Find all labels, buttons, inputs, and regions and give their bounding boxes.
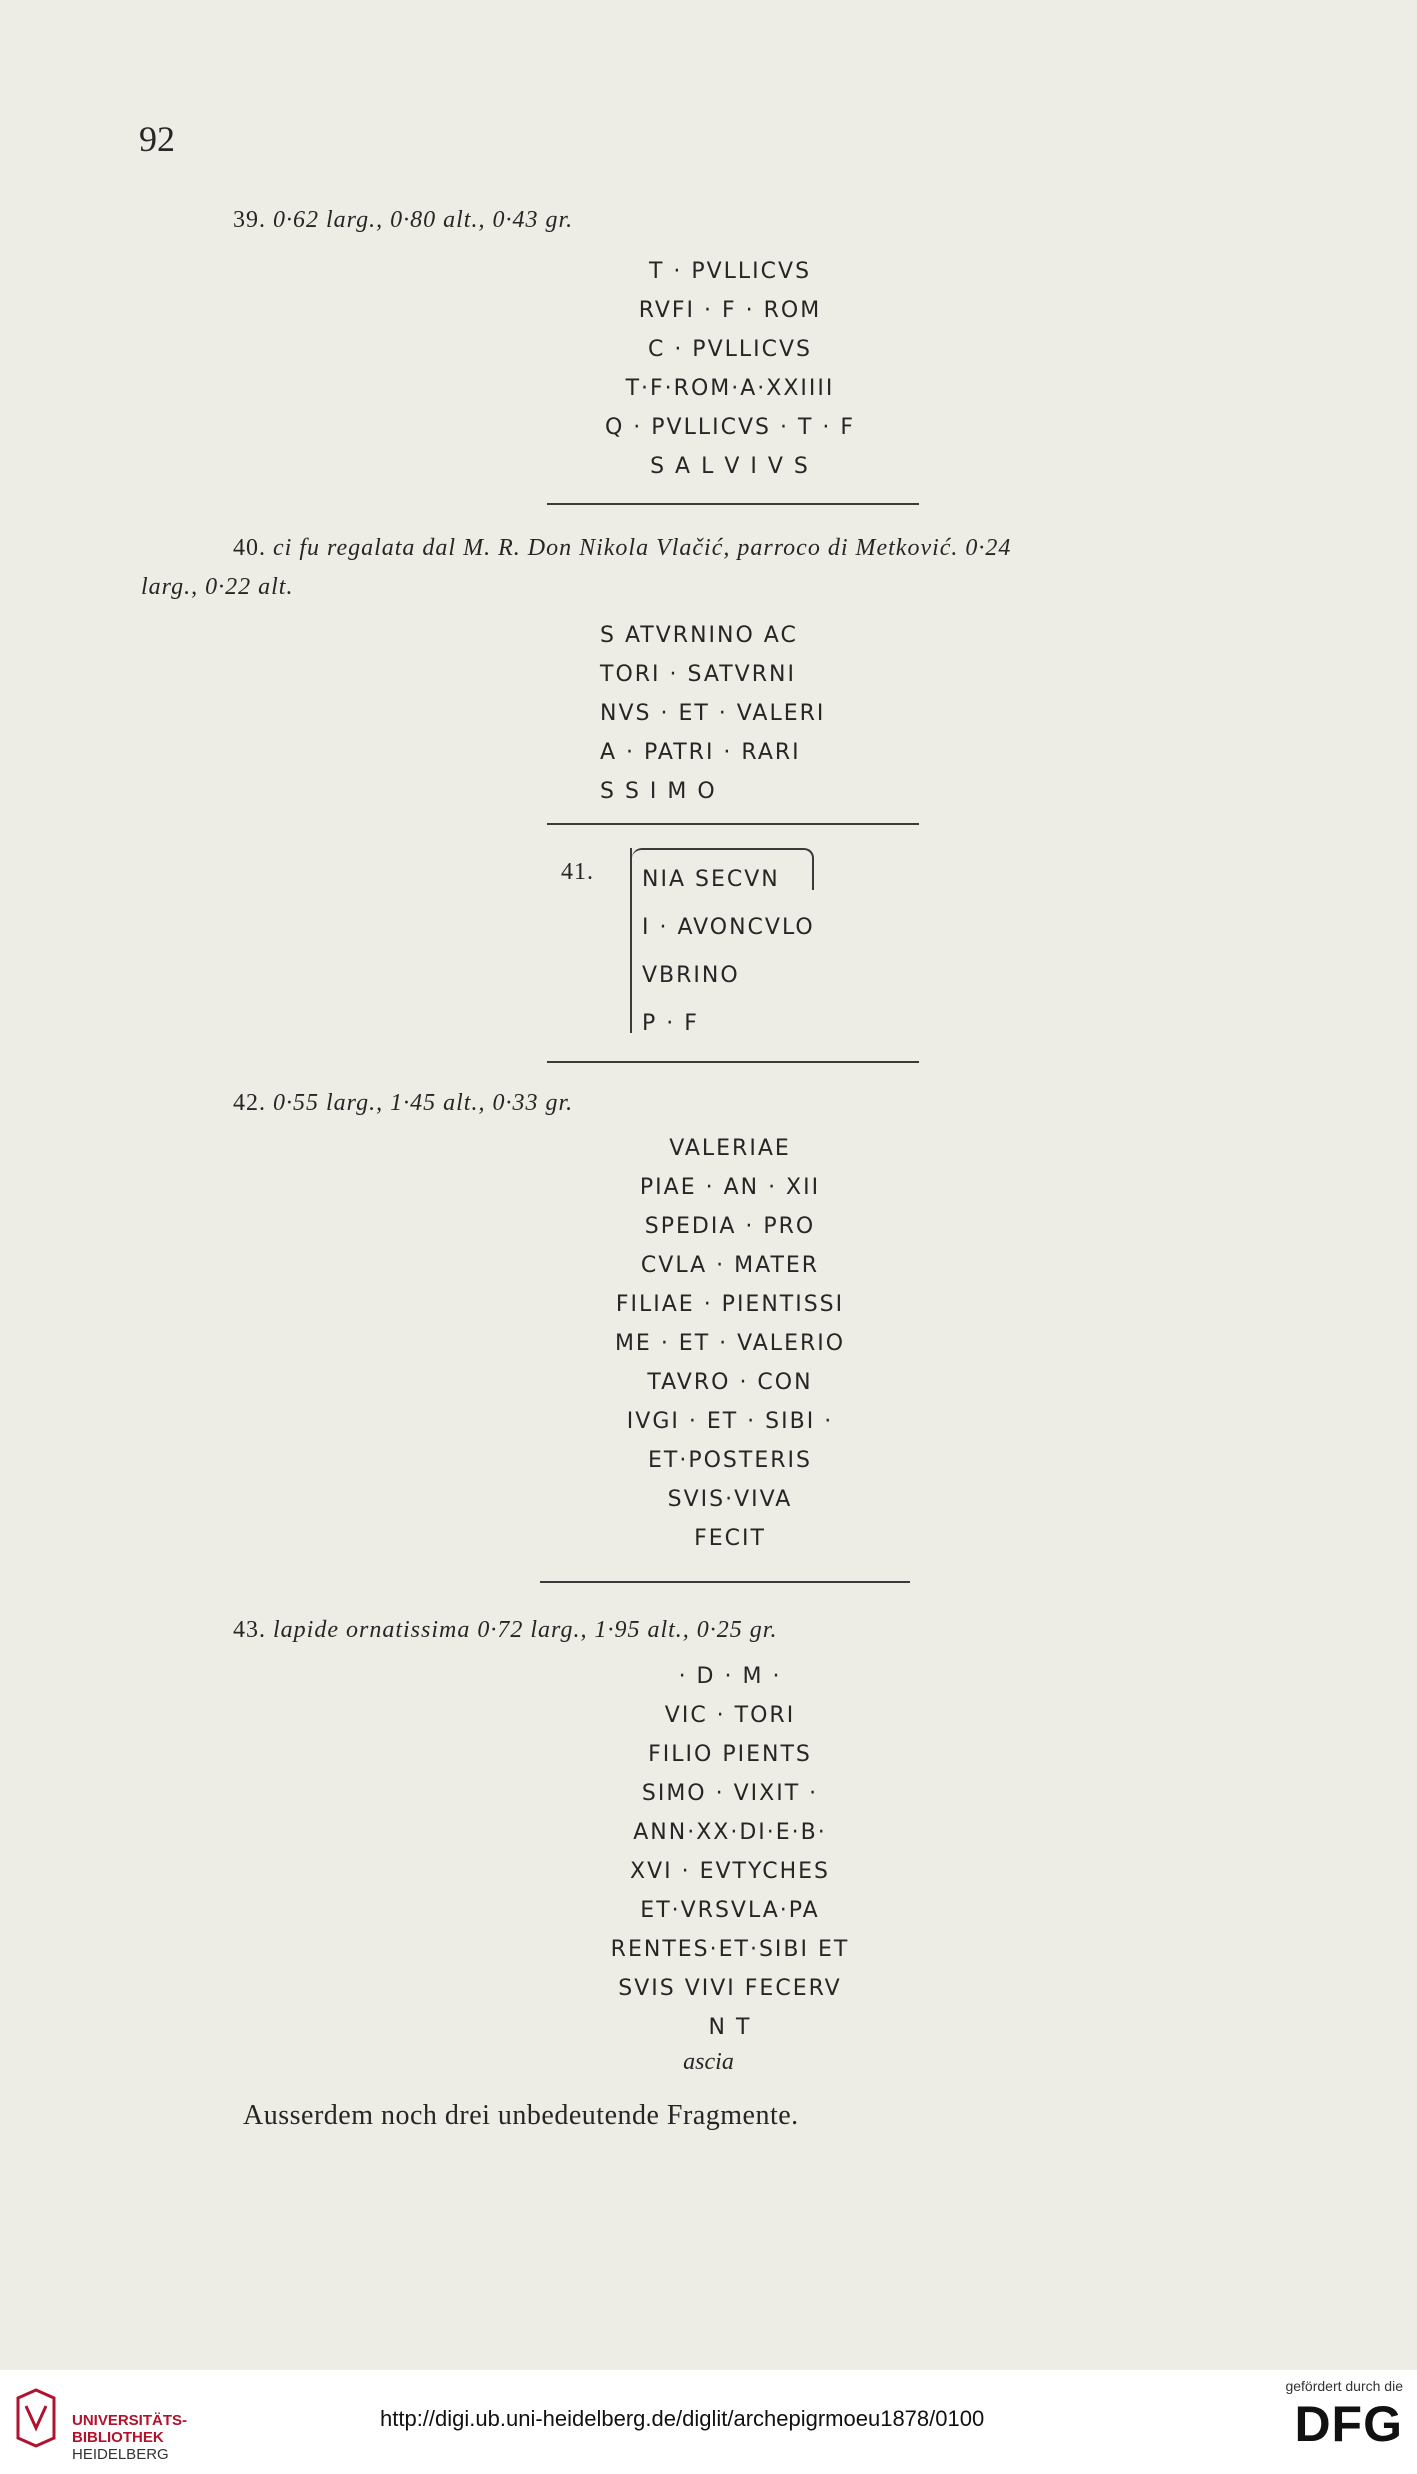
entry-number: 41. — [561, 859, 594, 885]
inscription-line: FECIT — [694, 1526, 766, 1551]
inscription-line: NVS · ET · VALERI — [600, 701, 826, 726]
entry-number: 42. — [233, 1090, 266, 1116]
inscription-line: SVIS VIVI FECERV — [618, 1976, 842, 2001]
section-divider — [547, 823, 919, 825]
inscription-line: T·F·ROM·A·XXIIII — [625, 376, 835, 401]
inscription-line: SVIS·VIVA — [667, 1487, 793, 1512]
entry-description: lapide ornatissima 0·72 larg., 1·95 alt., 0·25 gr. — [273, 1617, 778, 1643]
inscription-line: VBRINO — [642, 963, 740, 988]
inscription-42 — [380, 1129, 1080, 1558]
inscription-line: RENTES·ET·SIBI ET — [610, 1937, 850, 1962]
inscription-line: ET·VRSVLA·PA — [640, 1898, 820, 1923]
inscription-line: C · PVLLICVS — [647, 337, 813, 362]
inscription-line: SPEDIA · PRO — [644, 1214, 816, 1239]
inscription-line: XVI · EVTYCHES — [630, 1859, 830, 1884]
inscription-line: RVFI · F · ROM — [638, 298, 822, 323]
ascia-note: ascia — [683, 2049, 734, 2075]
inscription-40 — [600, 616, 960, 811]
inscription-39 — [380, 252, 1080, 486]
inscription-line: ANN·XX·DI·E·B· — [633, 1820, 827, 1845]
digitization-footer — [0, 2370, 1417, 2474]
inscription-43 — [380, 1657, 1080, 2047]
inscription-line: S S I M O — [600, 779, 717, 804]
entry-39-header — [233, 207, 573, 234]
inscription-line: T · PVLLICVS — [648, 259, 812, 284]
inscription-line: FILIO PIENTS — [648, 1742, 812, 1767]
section-divider — [547, 1061, 919, 1063]
section-divider — [547, 503, 919, 505]
section-divider — [540, 1581, 910, 1583]
inscription-line: FILIAE · PIENTISSI — [615, 1292, 845, 1317]
inscription-line: S ATVRNINO AC — [600, 623, 798, 648]
entry-description: ci fu regalata dal M. R. Don Nikola Vlačić, parroco di Metković. 0·24 — [273, 535, 1012, 561]
closing-remark: Ausserdem noch drei unbedeutende Fragmente. — [243, 2100, 799, 2131]
inscription-line: I · AVONCVLO — [642, 915, 815, 940]
inscription-line: A · PATRI · RARI — [600, 740, 801, 765]
entry-40-header — [233, 535, 1011, 562]
funder-note: gefördert durch die — [1285, 2378, 1403, 2394]
library-name-line: HEIDELBERG — [72, 2446, 169, 2463]
inscription-line: PIAE · AN · XII — [639, 1175, 821, 1200]
entry-number: 43. — [233, 1617, 266, 1643]
inscription-line: CVLA · MATER — [640, 1253, 820, 1278]
inscription-line: P · F — [642, 1011, 699, 1036]
library-name — [72, 2412, 187, 2463]
entry-40-continuation: larg., 0·22 alt. — [141, 574, 294, 600]
dfg-logo[interactable] — [1243, 2378, 1403, 2454]
entry-43-header — [233, 1617, 777, 1644]
inscription-line: Q · PVLLICVS · T · F — [604, 415, 856, 440]
inscription-line: VALERIAE — [669, 1136, 791, 1161]
inscription-line: TORI · SATVRNI — [600, 662, 796, 687]
permalink-url[interactable]: http://digi.ub.uni-heidelberg.de/diglit/archepigrmoeu1878/0100 — [380, 2406, 985, 2431]
library-emblem-icon — [14, 2388, 58, 2448]
inscription-line: IVGI · ET · SIBI · — [626, 1409, 834, 1434]
entry-number: 39. — [233, 207, 266, 233]
inscription-line: S A L V I V S — [650, 454, 810, 479]
funder-name: DFG — [1294, 2396, 1403, 2452]
university-library-logo[interactable] — [14, 2382, 194, 2462]
inscription-line: VIC · TORI — [664, 1703, 796, 1728]
inscription-line: ET·POSTERIS — [648, 1448, 812, 1473]
inscription-line: N T — [708, 2015, 752, 2040]
entry-number: 40. — [233, 535, 266, 561]
inscription-line: ME · ET · VALERIO — [614, 1331, 846, 1356]
inscription-line: SIMO · VIXIT · — [641, 1781, 819, 1806]
library-name-line: UNIVERSITÄTS- — [72, 2412, 188, 2429]
fragment-41-outline — [630, 848, 815, 1036]
page-number: 92 — [139, 119, 175, 159]
inscription-line: NIA SECVN — [642, 867, 780, 892]
entry-measurements: 0·62 larg., 0·80 alt., 0·43 gr. — [273, 207, 574, 233]
entry-measurements: 0·55 larg., 1·45 alt., 0·33 gr. — [273, 1090, 574, 1116]
inscription-41 — [642, 856, 815, 1048]
entry-42-header — [233, 1090, 573, 1117]
library-name-line: BIBLIOTHEK — [72, 2429, 164, 2446]
inscription-line: · D · M · — [678, 1664, 782, 1689]
inscription-line: TAVRO · CON — [647, 1370, 813, 1395]
